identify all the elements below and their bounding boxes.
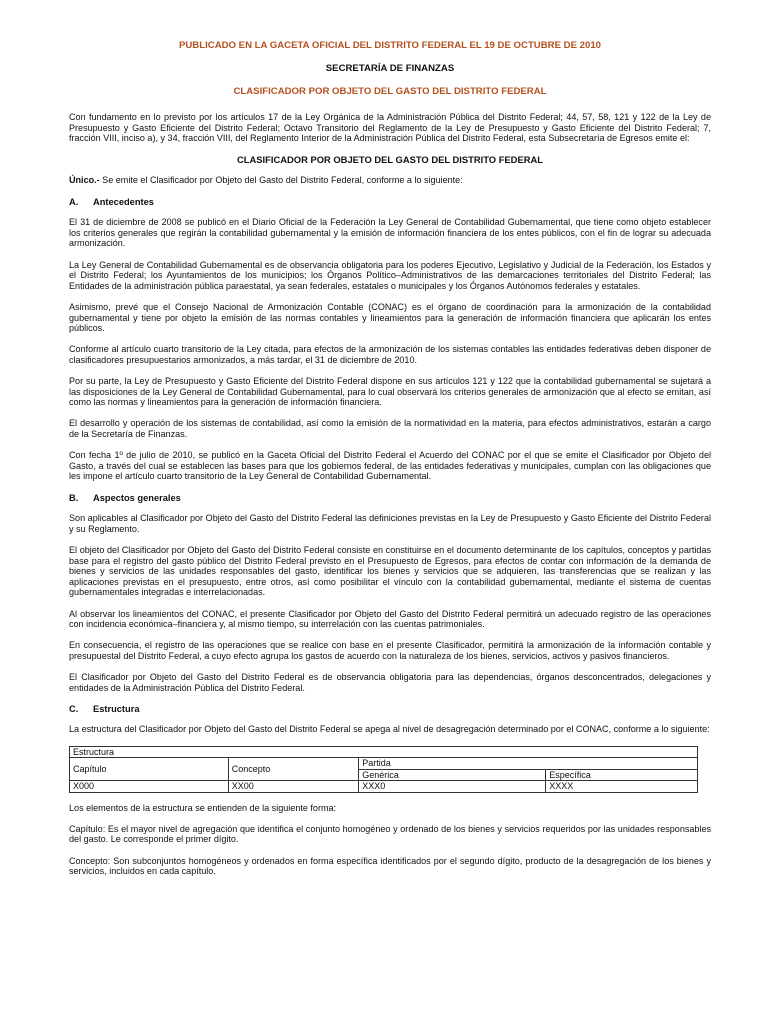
table-cell: XXX0	[359, 781, 546, 793]
table-row	[70, 758, 698, 770]
section-a-paragraph: Asimismo, prevé que el Consejo Nacional de Armonización Contable (CONAC) es el órgano de coordinación para la armonización de la contabilidad gubernamental y tiene por objeto la emisión de las normas contables y lineamientos para la generación de información financiera que aplicarán los entes públicos.	[69, 301, 711, 334]
table-row	[70, 781, 698, 793]
section-b-title: Aspectos generales	[93, 492, 181, 503]
section-c-paragraph: Los elementos de la estructura se entienden de la siguiente forma:	[69, 802, 337, 813]
intro-paragraph: Con fundamento en lo previsto por los artículos 17 de la Ley Orgánica de la Administración Pública del Distrito Federal; 44, 57, 58, 121 y 122 de la Ley de Presupuesto y Gasto Eficiente del Distrito Federal; Octavo Transitorio del Reglamento de la Ley de Presupuesto y Gasto Eficiente del Distrito Federal; 7, fracción VIII, inciso a), y 34, fracción VIII, del Reglamento Interior de la Administración Pública del Distrito Federal, esta Subsecretaría de Egresos emite el:	[69, 112, 711, 144]
section-a-paragraph: El desarrollo y operación de los sistemas de contabilidad, así como la emisión de la normatividad en la materia, para efectos administrativos, estarán a cargo de la Secretaría de Finanzas.	[69, 418, 711, 440]
table-cell: XX00	[228, 781, 358, 793]
section-b-letter: B.	[69, 492, 79, 503]
section-c-letter: C.	[69, 703, 79, 714]
section-c-paragraph: Capítulo: Es el mayor nivel de agregación que identifica el conjunto homogéneo y ordenado de los bienes y servicios requeridos por las unidades responsables del gasto. Le corresponde el primer dígito.	[69, 823, 711, 845]
section-a-paragraph: La Ley General de Contabilidad Gubernamental es de observancia obligatoria para los poderes Ejecutivo, Legislativo y Judicial de la Federación, los Estados y el Distrito Federal; los Ayuntamientos de los municipios; los Órganos Político–Administrativos de las demarcaciones territoriales del Distrito Federal; las Entidades de la administración pública paraestatal, ya sean federales, estatales o municipales y los Órganos Autónomos federales y estatales.	[69, 259, 711, 291]
col-partida: Partida	[359, 758, 698, 770]
col-especifica: Específica	[546, 769, 698, 781]
section-c-heading	[69, 704, 711, 714]
col-capitulo: Capítulo	[70, 758, 229, 781]
section-c-title: Estructura	[93, 703, 140, 714]
section-b-paragraph: En consecuencia, el registro de las operaciones que se realice con base en el presente Clasificador, permitirá la armonización de la información contable y presupuestal del Distrito Federal, a cuyo efecto agrupa los gastos de acuerdo con la naturaleza de los bienes, servicios, activos y pasivos financieros.	[69, 640, 711, 661]
gazette-header: PUBLICADO EN LA GACETA OFICIAL DEL DISTRITO FEDERAL EL 19 DE OCTUBRE DE 2010	[178, 40, 601, 51]
section-a-paragraph: Por su parte, la Ley de Presupuesto y Gasto Eficiente del Distrito Federal dispone en sus artículos 121 y 122 que la contabilidad gubernamental se sujetará a las disposiciones de la Ley General de Contabilidad Gubernamental, para lo cual observará los criterios generales de armonización que al efecto se emitan, así como las normas y lineamientos para la generación de información financiera.	[69, 376, 711, 408]
section-a-paragraph: Conforme al artículo cuarto transitorio de la Ley citada, para efectos de la armonización de los sistemas contables las entidades federativas deben disponer de clasificadores presupuestarios armonizados, a más tardar, el 31 de diciembre de 2010.	[69, 344, 711, 365]
section-c-paragraph: Concepto: Son subconjuntos homogéneos y ordenados en forma específica identificados por el segundo dígito, producto de la desagregación de los bienes y servicios, incluidos en cada capítulo.	[69, 855, 711, 877]
section-a-paragraph: El 31 de diciembre de 2008 se publicó en el Diario Oficial de la Federación la Ley General de Contabilidad Gubernamental, que tiene como objeto establecer los criterios generales que regirán la contabilidad gubernamental y la emisión de información financiera de los entes públicos, con el fin de lograr su adecuada armonización.	[69, 217, 711, 249]
section-b-paragraph: Son aplicables al Clasificador por Objeto del Gasto del Distrito Federal las definiciones previstas en la Ley de Presupuesto y Gasto Eficiente del Distrito Federal y su Reglamento.	[69, 513, 711, 534]
section-a-paragraph: Con fecha 1º de julio de 2010, se publicó en la Gaceta Oficial del Distrito Federal el Acuerdo del CONAC por el que se emite el Clasificador por Objeto del Gasto, a través del cual se establecen las bases para que los gobiernos federal, de las entidades federativas y municipales, cumplan con las obligaciones que les impone el artículo cuarto transitorio de la Ley General de Contabilidad Gubernamental.	[69, 450, 711, 482]
section-b-paragraph: Al observar los lineamientos del CONAC, el presente Clasificador por Objeto del Gasto del Distrito Federal permitirá un adecuado registro de las operaciones con incidencia económica–financiera y, al mismo tiempo, su interrelación con las cuentas patrimoniales.	[69, 608, 711, 630]
table-cell: XXXX	[546, 781, 698, 793]
section-a-heading	[69, 197, 711, 207]
section-c-intro: La estructura del Clasificador por Objeto del Gasto del Distrito Federal se apega al nivel de desagregación determinado por el CONAC, conforme a lo siguiente:	[69, 724, 710, 735]
secretariat-header: SECRETARÍA DE FINANZAS	[325, 63, 455, 74]
unico-paragraph	[69, 175, 711, 186]
section-a-title: Antecedentes	[93, 196, 154, 207]
col-concepto: Concepto	[228, 758, 358, 781]
unico-text: Se emite el Clasificador por Objeto del Gasto del Distrito Federal, conforme a lo siguiente:	[99, 175, 463, 186]
table-caption: Estructura	[70, 746, 698, 758]
col-generica: Genérica	[359, 769, 546, 781]
section-b-paragraph: El Clasificador por Objeto del Gasto del Distrito Federal es de observancia obligatoria para las dependencias, órganos desconcentrados, delegaciones y entidades de la Administración Pública del Distrito Federal.	[69, 672, 711, 693]
table-row	[70, 746, 698, 758]
section-b-paragraph: El objeto del Clasificador por Objeto del Gasto del Distrito Federal consiste en constituirse en el documento determinante de los capítulos, conceptos y partidas base para el registro del gasto público del Distrito Federal previsto en el Presupuesto de Egresos, para efectos de contar con información de la demanda de bienes y servicios de las unidades responsables del gasto, identificar los bienes y servicios que se adquieren, las transferencias que se realizan y las aplicaciones previstas en el presupuesto, entre otros, así como posibilitar el vínculo con la contabilidad gubernamental, mediante el sistema de cuentas gubernamentales integradas e interrelacionadas.	[69, 544, 711, 598]
structure-table	[69, 746, 698, 793]
center-title: CLASIFICADOR POR OBJETO DEL GASTO DEL DISTRITO FEDERAL	[237, 154, 543, 166]
unico-label: Único.-	[69, 175, 100, 186]
section-b-heading	[69, 493, 711, 503]
document-title: CLASIFICADOR POR OBJETO DEL GASTO DEL DISTRITO FEDERAL	[233, 86, 547, 97]
table-cell: X000	[70, 781, 229, 793]
section-a-letter: A.	[69, 196, 79, 207]
